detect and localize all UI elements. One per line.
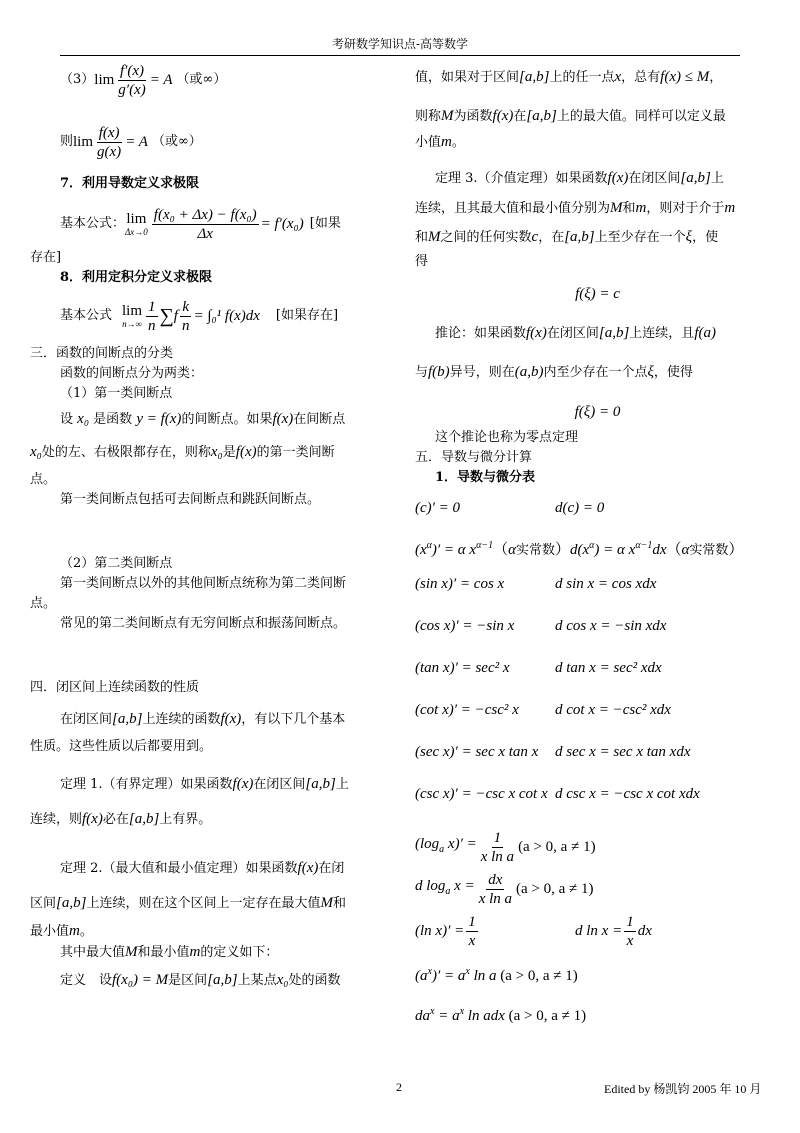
or-infinity: （或∞） <box>176 72 227 87</box>
table-row: (cos x)′ = −sin x d cos x = −sin xdx <box>415 618 667 634</box>
formula-8 <box>40 292 395 340</box>
table-row: (sin x)′ = cos x d sin x = cos xdx <box>415 576 657 592</box>
condition: (a > 0, a ≠ 1) <box>518 839 596 855</box>
subsection-title: （2）第二类间断点 <box>60 556 173 571</box>
lim-symbol: lim <box>94 72 115 88</box>
condition: (a > 0, a ≠ 1) <box>516 881 594 897</box>
text-fragment: 和 <box>622 201 636 216</box>
derivative-table <box>415 498 780 1032</box>
table-row: (cot x)′ = −csc² x d cot x = −csc² xdx <box>415 702 671 718</box>
text-line <box>415 101 780 132</box>
text-line <box>40 702 395 737</box>
math: f(x) <box>607 170 629 186</box>
math: f(x) <box>220 711 242 727</box>
fraction: $\frac{f'(x)}{g'(x)}$ <box>118 62 146 98</box>
text-fragment: 实常数 <box>515 542 555 557</box>
text-fragment: 实常数 <box>689 542 729 557</box>
table-row: (sec x)′ = sec x tan x d sec x = sec x tan xdx <box>415 744 691 760</box>
formula-then <box>40 110 395 174</box>
math: f(b) <box>428 364 450 380</box>
text-fragment: 必在 <box>102 812 129 827</box>
formula-f-xi-c: f(ξ) = c <box>575 286 620 302</box>
text-fragment: ， <box>709 70 723 85</box>
math: x <box>614 69 622 85</box>
lim-symbol: lim <box>73 134 94 150</box>
table-row: ($\log_a$ x)′ = $\frac{1}{\text{x ln a}}$ (a > 0, a ≠ 1) <box>415 829 596 865</box>
table-row: d $\log_a x$ = $\frac{dx}{\text{x ln a}}$ (a > 0, a ≠ 1) <box>415 871 594 907</box>
text-fragment: 上至少存在一个 <box>594 230 686 245</box>
math: m <box>724 200 736 216</box>
text-fragment: 是 <box>222 445 236 460</box>
math: f(x) <box>235 444 257 460</box>
text-fragment: 之间的任何实数 <box>440 230 532 245</box>
integral: = ∫₀¹ f(x)dx <box>193 308 260 324</box>
table-row: $da^x = a^x$ ln adx (a > 0, a ≠ 1) <box>415 1006 587 1024</box>
math: [a,b] <box>519 69 550 85</box>
left-column <box>30 58 395 998</box>
table-row: $(x^\alpha)' = \alpha$ $x^{\alpha-1}(\alpha$实常数）$d(x^\alpha) = \alpha$ $x^{\alpha-1}dx(\alpha$实常数） <box>415 540 744 558</box>
text-fragment: 在闭区间 <box>546 326 599 341</box>
text-fragment: 。 <box>79 924 93 939</box>
text-fragment: 在间断点 <box>293 412 346 427</box>
text-line <box>40 963 395 998</box>
text-fragment: ，在 <box>538 230 565 245</box>
text-fragment: 上连续，且 <box>629 326 695 341</box>
math: f(x) <box>232 776 254 792</box>
math: (a,b) <box>514 364 544 380</box>
text-line <box>30 886 395 921</box>
text-fragment: 在 <box>513 109 527 124</box>
text-line: 得 <box>415 254 429 269</box>
text-fragment: 定理 3.（介值定理）如果函数 <box>435 171 608 186</box>
or-infinity: （或∞） <box>151 134 202 149</box>
text-fragment: 连续，则 <box>30 812 83 827</box>
item-label: （3） <box>60 72 95 87</box>
text-line <box>415 62 780 93</box>
text-fragment: 与 <box>415 365 429 380</box>
formula-tail: [如果 <box>309 216 341 231</box>
sum-symbol: ∑ <box>159 305 174 327</box>
formula-prefix: 基本公式 <box>60 308 113 323</box>
math: m <box>189 944 201 960</box>
condition: (a > 0, a ≠ 1) <box>500 968 578 984</box>
text-line <box>30 435 395 470</box>
math: f(x) <box>82 811 103 827</box>
text-fragment: 区间 <box>30 896 57 911</box>
formula-item3 <box>40 58 395 102</box>
text-fragment: 小值 <box>415 135 442 150</box>
text-fragment: 在闭区间 <box>628 171 681 186</box>
math: y = f(x) <box>136 411 182 427</box>
text-line <box>30 921 395 942</box>
text-fragment: 设 <box>60 412 74 427</box>
page-number: 2 <box>396 1080 402 1094</box>
text-fragment: 连续，且其最大值和最小值分别为 <box>415 201 611 216</box>
text-fragment: ，则对于介于 <box>646 201 725 216</box>
fraction: $\frac{k}{n}$ <box>181 298 190 334</box>
math: [a,b] <box>305 776 336 792</box>
equals-A: = A <box>125 134 148 150</box>
subsection-title: 1．导数与微分表 <box>435 470 536 485</box>
subsection-title: （1）第一类间断点 <box>60 386 173 401</box>
page-header <box>60 35 740 56</box>
text-line <box>40 942 395 963</box>
text-fragment: 上 <box>710 171 724 186</box>
math: [a,b] <box>56 895 87 911</box>
formula-f-xi-zero: f(ξ) = 0 <box>574 404 621 420</box>
text-line <box>415 132 780 153</box>
math: [a,b] <box>598 325 630 341</box>
text-line <box>415 223 780 252</box>
math: x₀ <box>30 444 42 460</box>
text-line <box>415 355 780 390</box>
math: x₀ <box>210 444 223 460</box>
derivative: = f′(x₀) <box>260 216 304 232</box>
text-fragment: 则称 <box>415 109 442 124</box>
math: M <box>610 200 623 216</box>
text-fragment: 其中最大值 <box>60 945 126 960</box>
text-fragment: 的间断点。如果 <box>181 412 273 427</box>
math: M <box>125 944 138 960</box>
table-row: $(a^x)' = a^x$ ln a (a > 0, a ≠ 1) <box>415 966 578 984</box>
text-line <box>30 802 395 837</box>
formula-prefix: 基本公式： <box>60 216 126 231</box>
math: f(a) <box>694 325 716 341</box>
text-fragment: 是函数 <box>93 412 133 427</box>
lim-symbol: lim Δx→0 <box>125 211 148 237</box>
text-line: 函数的间断点分为两类： <box>60 366 204 381</box>
text-fragment: 在闭区间 <box>253 777 306 792</box>
text-fragment: 上连续，则在这个区间上一定存在最大值 <box>86 896 321 911</box>
text-line: 性质。这些性质以后都要用到。 <box>30 739 213 754</box>
text-fragment: 定义 设 <box>60 973 113 988</box>
right-column <box>415 62 780 1032</box>
math: m <box>441 134 452 150</box>
math: M <box>441 108 454 124</box>
math: ξ <box>685 229 693 245</box>
lim-symbol: lim n→∞ <box>122 303 143 329</box>
equals-A: = A <box>149 72 173 88</box>
math: c <box>531 229 539 245</box>
math: [a,b] <box>526 108 557 124</box>
text-line: 第一类间断点以外的其他间断点统称为第二类间断 <box>60 576 347 591</box>
f-of: f <box>173 308 178 324</box>
math: x₀ <box>276 972 289 988</box>
table-row: (c)′ = 0 d(c) = 0 <box>415 500 605 516</box>
math: f(x) <box>272 411 294 427</box>
text-fragment: 最小值 <box>30 924 70 939</box>
math: f(x) <box>492 108 514 124</box>
text-fragment: 处的左、右极限都存在，则称 <box>41 445 211 460</box>
text-line: 第一类间断点包括可去间断点和跳跃间断点。 <box>60 492 321 507</box>
math: M <box>320 895 333 911</box>
text-fragment: 和最小值 <box>137 945 190 960</box>
text-fragment: 推论：如果函数 <box>435 326 527 341</box>
condition: (a > 0, a ≠ 1) <box>508 1008 587 1024</box>
math: x₀ <box>77 411 90 427</box>
math: f(x₀) = M <box>112 972 169 988</box>
text-fragment: 的第一类间断 <box>256 445 335 460</box>
text-line <box>40 404 395 435</box>
text-line: 存在] <box>30 250 62 265</box>
section-8-title: 8．利用定积分定义求极限 <box>60 270 213 285</box>
text-fragment: 的定义如下： <box>200 945 279 960</box>
text-fragment: 处的函数 <box>288 973 341 988</box>
section-7-title: 7．利用导数定义求极限 <box>60 176 200 191</box>
text-line <box>40 767 395 802</box>
text-fragment: ，使得 <box>653 365 693 380</box>
text-fragment: 定理 2.（最大值和最小值定理）如果函数 <box>60 861 298 876</box>
fraction: $\frac{f(x)}{g(x)}$ <box>97 124 122 160</box>
text-fragment: 上的任一点 <box>549 70 615 85</box>
text-fragment: 为函数 <box>453 109 493 124</box>
table-row: (tan x)′ = sec² x d tan x = sec² xdx <box>415 660 662 676</box>
math: f(x) <box>297 860 319 876</box>
math: m <box>635 200 647 216</box>
text-fragment: 上连续的函数 <box>142 712 221 727</box>
section-4-title: 四．闭区间上连续函数的性质 <box>30 680 200 695</box>
text-fragment: 。 <box>451 135 465 150</box>
math: f(x) <box>526 325 547 341</box>
text-fragment: ，使 <box>692 230 719 245</box>
formula-7 <box>40 200 395 248</box>
math: [a,b] <box>207 972 238 988</box>
text-fragment: 上 <box>335 777 349 792</box>
text-line <box>415 194 780 223</box>
text-fragment: 在闭 <box>318 861 345 876</box>
text-fragment: 内至少存在一个点 <box>543 365 648 380</box>
math: f(x) ≤ M <box>660 69 710 85</box>
math: [a,b] <box>112 711 143 727</box>
text-line <box>415 163 780 194</box>
text-line: 常见的第二类间断点有无穷间断点和振荡间断点。 <box>60 616 347 631</box>
fraction: $\frac{\text{f(x₀ + Δx) − f(x₀)}}{\Delta x}$ <box>153 206 257 242</box>
math: [a,b] <box>128 811 160 827</box>
text-fragment: 定理 1.（有界定理）如果函数 <box>60 777 233 792</box>
math: m <box>69 923 80 939</box>
text-fragment: ，总有 <box>621 70 661 85</box>
text-fragment: 在闭区间 <box>60 712 113 727</box>
math: ξ <box>647 364 654 380</box>
text-fragment: 值，如果对于区间 <box>415 70 520 85</box>
text-fragment: 是区间 <box>168 973 208 988</box>
math: M <box>428 229 441 245</box>
math: [a,b] <box>680 170 711 186</box>
math: [a,b] <box>564 229 595 245</box>
section-3-title: 三．函数的间断点的分类 <box>30 346 174 361</box>
section-5-title: 五．导数与微分计算 <box>415 450 533 465</box>
text-line: 这个推论也称为零点定理 <box>435 430 579 445</box>
text-fragment: 上有界。 <box>159 812 212 827</box>
table-row: (csc x)′ = −csc x cot x d csc x = −csc x cot xdx <box>415 786 700 802</box>
text-fragment: 异号，则在 <box>449 365 515 380</box>
table-row: (ln x)′ = $\frac{1}{x}$ d ln x = $\frac{1}{x}$ dx <box>415 913 652 949</box>
text-fragment: ，有以下几个基本 <box>241 712 346 727</box>
fraction: $\frac{1}{n}$ <box>148 298 156 334</box>
text-fragment: 和 <box>415 230 429 245</box>
formula-tail: [如果存在] <box>275 308 339 323</box>
then-label: 则 <box>60 134 74 149</box>
text-line <box>415 318 780 349</box>
header-title: 考研数学知识点-高等数学 <box>331 37 469 51</box>
text-fragment: 上的最大值。同样可以定义最 <box>556 109 726 124</box>
text-line <box>40 851 395 886</box>
text-fragment: 和 <box>332 896 346 911</box>
text-fragment: 上某点 <box>237 973 277 988</box>
text-line: 点。 <box>30 596 57 611</box>
footer-edited: Edited by 杨凯钧 2005 年 10 月 <box>604 1082 762 1096</box>
text-line: 点。 <box>30 472 57 487</box>
